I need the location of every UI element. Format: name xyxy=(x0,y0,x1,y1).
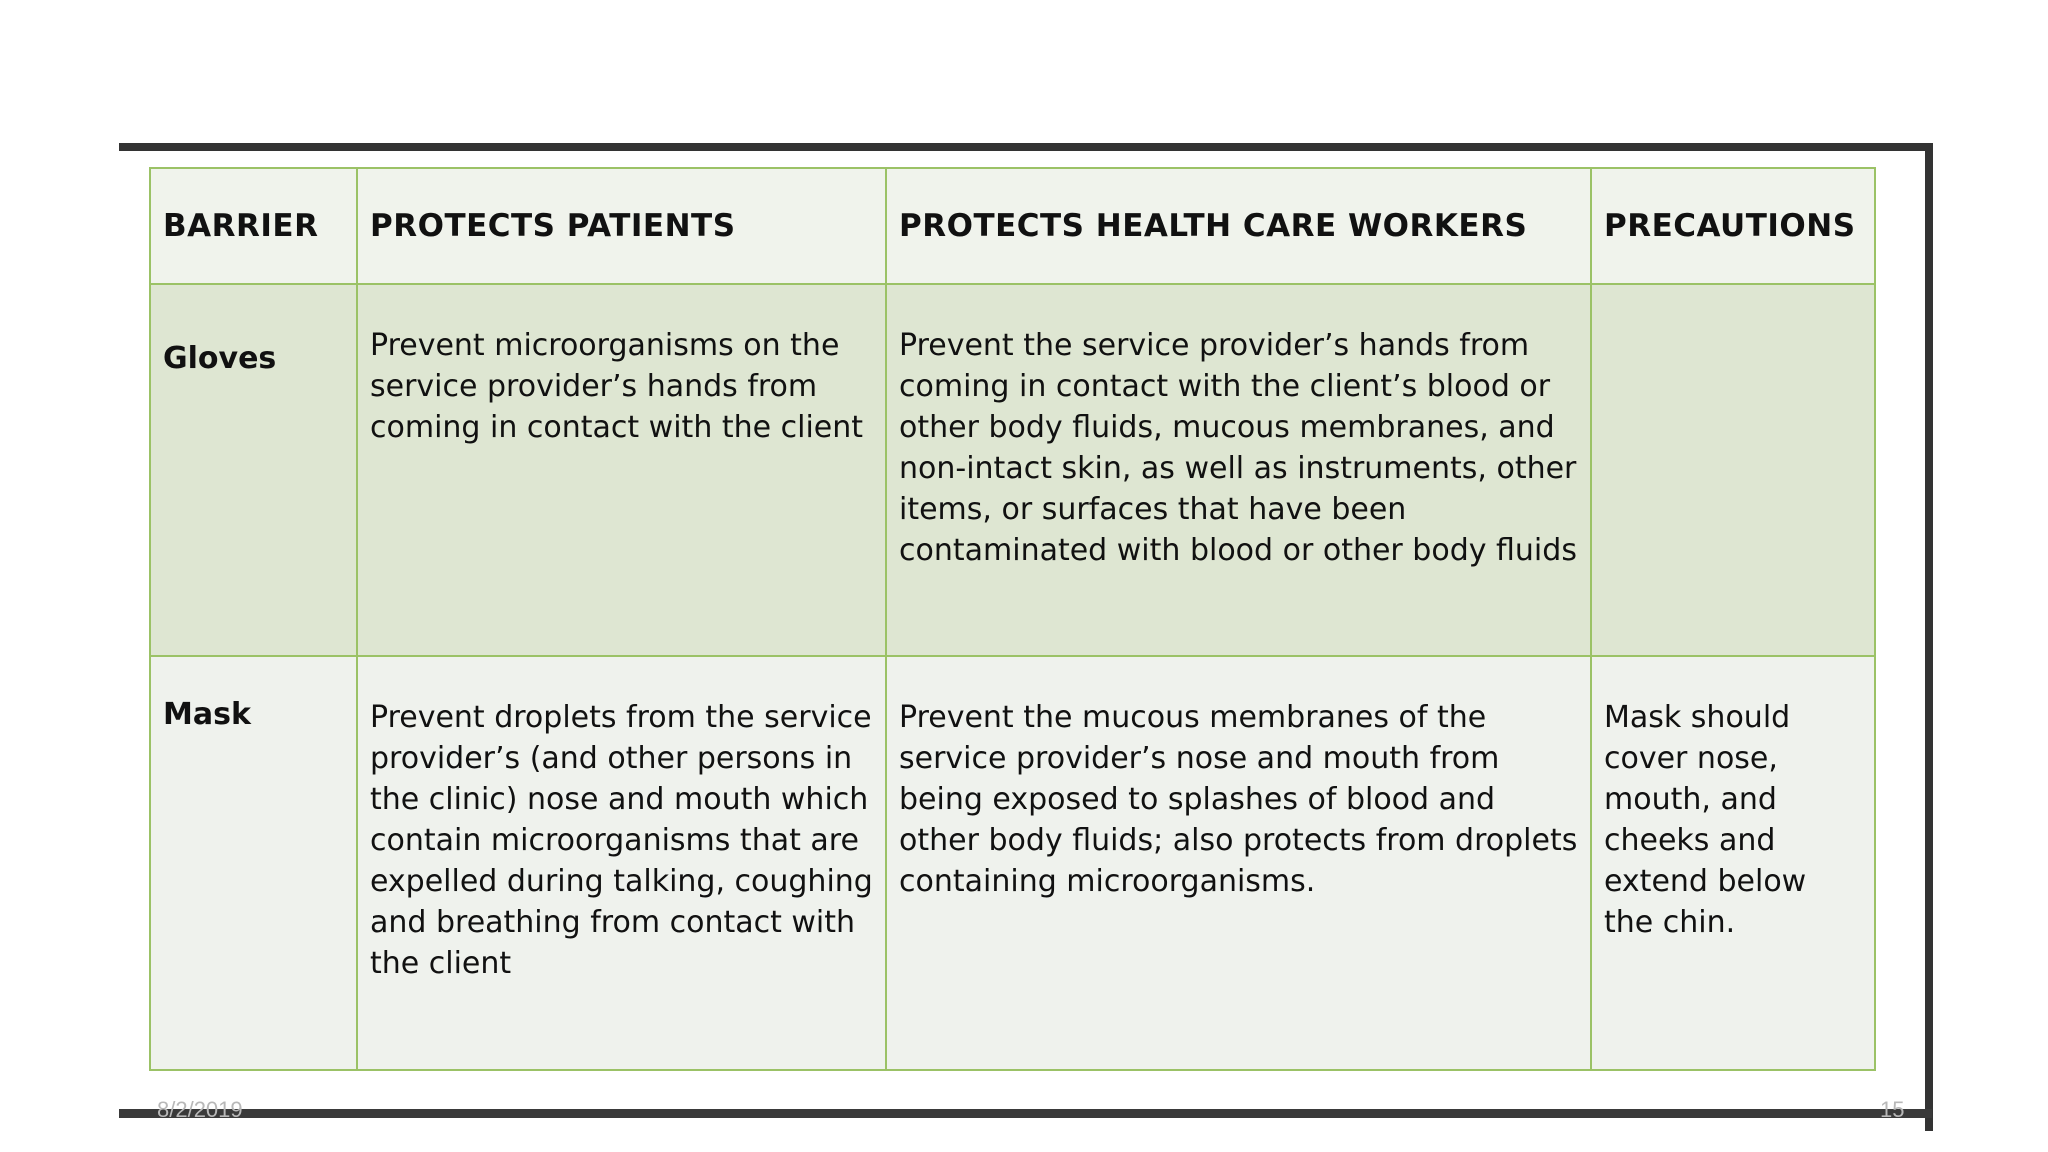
protects-patients-cell xyxy=(357,656,886,1070)
barrier-name: Mask xyxy=(163,697,251,732)
footer-date: 8/2/2019 xyxy=(157,1097,243,1122)
protects-patients-text: Prevent droplets from the service provider’s (and other persons in the clinic) nose and mouth which contain microorganisms that are expelled during talking, coughing and breathing from contact with the client xyxy=(370,700,873,981)
table-header-row xyxy=(150,168,1875,284)
barrier-name: Gloves xyxy=(163,341,277,376)
header-precautions: PRECAUTIONS xyxy=(1591,168,1875,284)
barrier-cell xyxy=(150,656,357,1070)
table-row xyxy=(150,284,1875,656)
header-barrier: BARRIER xyxy=(150,168,357,284)
protects-workers-text: Prevent the service provider’s hands from coming in contact with the client’s blood or other body fluids, mucous membranes, and non-intact skin, as well as instruments, other items, or surfaces that have been contaminated with blood or other body fluids xyxy=(899,328,1577,568)
header-protects-health-care-workers: PROTECTS HEALTH CARE WORKERS xyxy=(886,168,1591,284)
barrier-table xyxy=(149,167,1876,1071)
precautions-text xyxy=(1602,285,1864,325)
slide-frame-top xyxy=(119,143,1932,151)
slide-frame-bottom xyxy=(119,1109,1932,1118)
footer-page-number: 15 xyxy=(1880,1097,1905,1122)
precautions-cell xyxy=(1591,284,1875,656)
protects-patients-text: Prevent microorganisms on the service provider’s hands from coming in contact with the client xyxy=(370,328,864,445)
slide-frame-right xyxy=(1925,143,1933,1131)
table-row xyxy=(150,656,1875,1070)
protects-workers-text: Prevent the mucous membranes of the service provider’s nose and mouth from being exposed to splashes of blood and other body fluids; also protects from droplets containing microorganisms. xyxy=(899,700,1578,899)
precautions-text: Mask should cover nose, mouth, and cheeks and extend below the chin. xyxy=(1604,700,1807,940)
protects-patients-cell xyxy=(357,284,886,656)
protects-workers-cell xyxy=(886,284,1591,656)
precautions-cell xyxy=(1591,656,1875,1070)
protects-workers-cell xyxy=(886,656,1591,1070)
header-protects-patients: PROTECTS PATIENTS xyxy=(357,168,886,284)
barrier-cell xyxy=(150,284,357,656)
